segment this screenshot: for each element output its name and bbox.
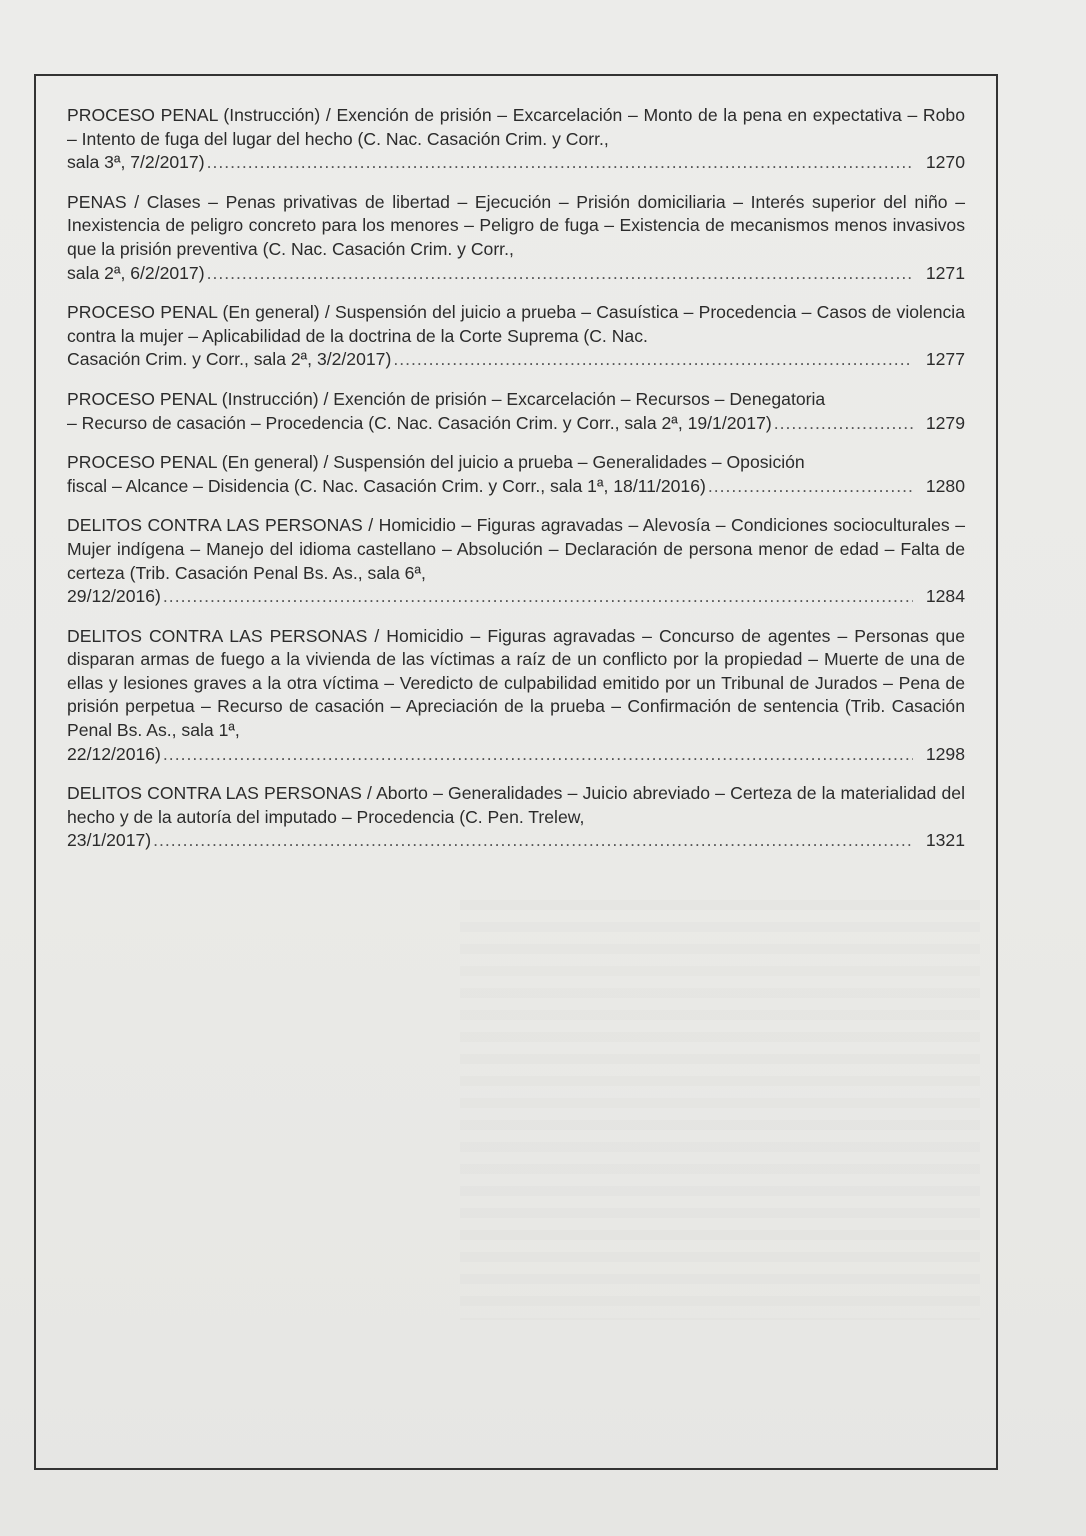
index-entry xyxy=(67,782,965,853)
index-entry xyxy=(67,451,965,498)
entry-tail-line xyxy=(67,475,965,499)
entry-description: PROCESO PENAL (En general) / Suspensión del juicio a prueba – Generalidades – Oposición xyxy=(67,452,805,473)
entry-description: PROCESO PENAL (Instrucción) / Exención de prisión – Excarcelación – Monto de la pena en expectativa – Robo – Intento de fuga del lugar del hecho (C. Nac. Casación Crim. y Corr., xyxy=(67,105,965,149)
entry-citation-end: sala 2ª, 6/2/2017) xyxy=(67,262,205,283)
entry-description: DELITOS CONTRA LAS PERSONAS / Aborto – Generalidades – Juicio abreviado – Certeza de la materialidad del hecho y de la autoría del imputado – Procedencia (C. Pen. Trelew, xyxy=(67,783,965,827)
index-entry xyxy=(67,388,965,435)
entry-citation-end: fiscal – Alcance – Disidencia (C. Nac. Casación Crim. y Corr., sala 1ª, 18/11/2016) xyxy=(67,475,706,496)
entry-page-number: 1277 xyxy=(925,349,965,370)
entry-tail-line xyxy=(67,348,965,372)
dot-leader xyxy=(774,412,913,436)
entry-page-number: 1280 xyxy=(925,475,965,496)
entry-description: PROCESO PENAL (En general) / Suspensión del juicio a prueba – Casuística – Procedencia – Casos de violencia contra la mujer – Aplicabilidad de la doctrina de la Corte Suprema (C. Nac. xyxy=(67,302,965,346)
entry-tail-line xyxy=(67,412,965,436)
entry-page-number: 1298 xyxy=(925,743,965,764)
entry-description: PROCESO PENAL (Instrucción) / Exención de prisión – Excarcelación – Recursos – Denegatoria xyxy=(67,388,826,409)
dot-leader xyxy=(163,743,913,767)
index-entry xyxy=(67,191,965,285)
entry-citation-end: Casación Crim. y Corr., sala 2ª, 3/2/2017) xyxy=(67,349,392,370)
entry-tail-line xyxy=(67,829,965,853)
entry-page-number: 1321 xyxy=(925,830,965,851)
index-entry xyxy=(67,104,965,175)
entry-citation-end: 22/12/2016) xyxy=(67,743,161,764)
entry-citation-end: sala 3ª, 7/2/2017) xyxy=(67,152,205,173)
entry-description: PENAS / Clases – Penas privativas de libertad – Ejecución – Prisión domiciliaria – Interés superior del niño – Inexistencia de peligro concreto para los menores – Peligro de fuga – Existencia de mecanismos menos invasivos que la prisión preventiva (C. Nac. Casación Crim. y Corr., xyxy=(67,191,965,259)
dot-leader xyxy=(207,151,913,175)
dot-leader xyxy=(708,475,913,499)
dot-leader xyxy=(163,585,913,609)
index-entry xyxy=(67,514,965,608)
entry-citation-end: – Recurso de casación – Procedencia (C. Nac. Casación Crim. y Corr., sala 2ª, 19/1/2017) xyxy=(67,412,772,433)
dot-leader xyxy=(393,348,913,372)
entry-tail-line xyxy=(67,743,965,767)
entry-description: DELITOS CONTRA LAS PERSONAS / Homicidio – Figuras agravadas – Alevosía – Condiciones socioculturales – Mujer indígena – Manejo del idioma castellano – Absolución – Declaración de persona menor de edad – Falta de certeza (Trib. Casación Penal Bs. As., sala 6ª, xyxy=(67,515,965,583)
entry-page-number: 1271 xyxy=(925,262,965,283)
dot-leader xyxy=(207,262,913,286)
entry-citation-end: 29/12/2016) xyxy=(67,586,161,607)
entry-page-number: 1284 xyxy=(925,586,965,607)
entry-page-number: 1279 xyxy=(925,412,965,433)
entry-tail-line xyxy=(67,151,965,175)
entry-tail-line xyxy=(67,262,965,286)
index-entry xyxy=(67,301,965,372)
dot-leader xyxy=(153,829,913,853)
entry-tail-line xyxy=(67,585,965,609)
entry-citation-end: 23/1/2017) xyxy=(67,830,152,851)
entry-page-number: 1270 xyxy=(925,152,965,173)
entry-description: DELITOS CONTRA LAS PERSONAS / Homicidio – Figuras agravadas – Concurso de agentes – Personas que disparan armas de fuego a la vivienda de las víctimas a raíz de un conflicto por la propiedad – Muerte de una de ellas y lesiones graves a la otra víctima – Veredicto de culpabilidad emitido por un Tribunal de Jurados – Pena de prisión perpetua – Recurso de casación – Apreciación de la prueba – Confirmación de sentencia (Trib. Casación Penal Bs. As., sala 1ª, xyxy=(67,625,965,741)
index-entries-list xyxy=(67,104,965,853)
index-entry xyxy=(67,625,965,767)
